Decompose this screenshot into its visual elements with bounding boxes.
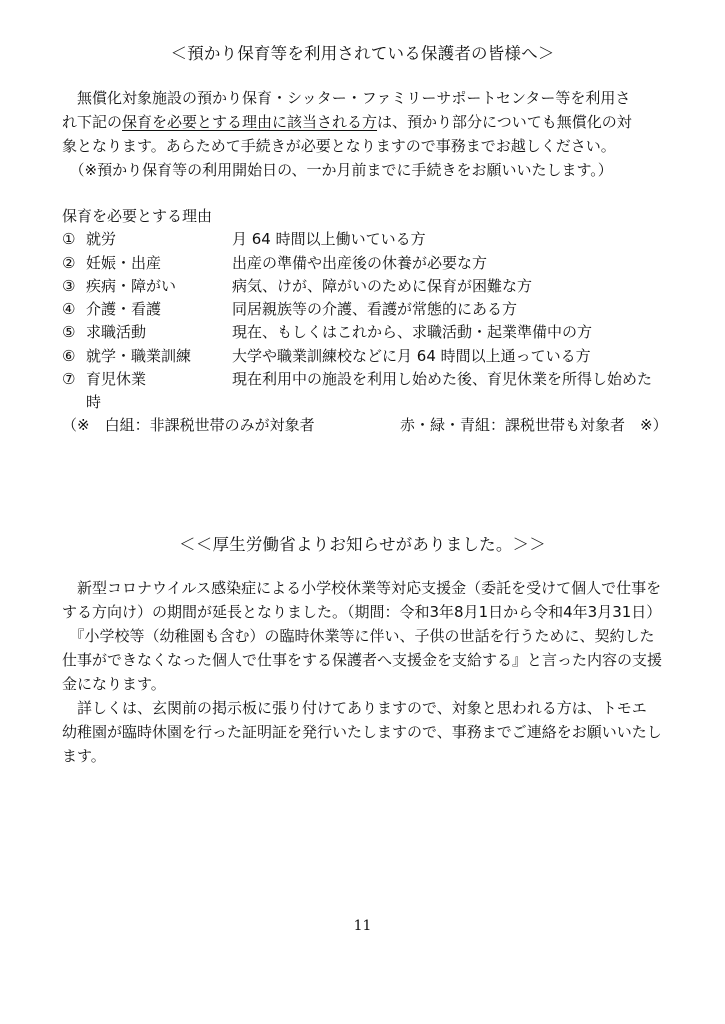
- list-item: [62, 321, 702, 344]
- intro-line-3: 象となります。あらためて手続きが必要となりますので事務までお越しください。: [62, 137, 616, 155]
- reason-number: ②: [62, 253, 76, 272]
- intro-underlined-phrase: 保育を必要とする理由に該当される方: [122, 113, 378, 131]
- section1-heading: ＜預かり保育等を利用されている保護者の皆様へ＞: [170, 44, 555, 63]
- reason-name: 介護・看護: [86, 300, 162, 319]
- reason-name: 妊娠・出産: [86, 253, 162, 272]
- reason-number: ④: [62, 300, 76, 319]
- section2-line-3: 『小学校等（幼稚園も含む）の臨時休業等に伴い、子供の世話を行うために、契約した: [62, 627, 655, 645]
- reason-number: ⑥: [62, 346, 76, 365]
- list-item: [62, 368, 702, 391]
- section2-line-7: 幼稚園が臨時休園を行った証明証を発行いたしますので、事務までご連絡をお願いいたし: [62, 723, 662, 741]
- reason-number: ⑦: [62, 370, 76, 389]
- section2-line-5: 金になります。: [62, 675, 166, 693]
- reason-description: 大学や職業訓練校などに月 64 時間以上通っている方: [232, 346, 591, 365]
- intro-line-4: （※預かり保育等の利用開始日の、一か月前までに手続きをお願いいたします。）: [62, 161, 613, 179]
- reason-name: 就学・職業訓練: [86, 346, 192, 365]
- intro-line-2-post: は、預かり部分についても無償化の対: [377, 113, 632, 131]
- reason-7-continuation: 時: [86, 393, 102, 412]
- section2-line-2: する方向け）の期間が延長となりました。（期間：令和3年8月1日から令和4年3月31日）: [62, 603, 662, 621]
- reason-name: 求職活動: [86, 323, 147, 342]
- note-right: 赤・緑・青組：課税世帯も対象者 ※）: [400, 416, 668, 434]
- reason-description: 出産の準備や出産後の休養が必要な方: [232, 253, 488, 272]
- list-item: [62, 252, 702, 275]
- reason-description: 月 64 時間以上働いている方: [232, 230, 426, 249]
- reason-description: 現在、もしくはこれから、求職活動・起業準備中の方: [232, 323, 593, 342]
- reasons-list: [62, 205, 702, 415]
- list-item-continuation: [62, 391, 702, 414]
- section2-line-8: ます。: [62, 747, 106, 765]
- section2-line-6: 詳しくは、玄関前の掲示板に張り付けてありますので、対象と思われる方は、トモエ: [62, 699, 647, 717]
- reason-number: ⑤: [62, 323, 76, 342]
- section2-line-1: 新型コロナウイルス感染症による小学校休業等対応支援金（委託を受けて個人で仕事を: [62, 579, 662, 597]
- intro-line-2: [62, 110, 692, 134]
- reason-number: ①: [62, 230, 76, 249]
- note-left: （※ 白組：非課税世帯のみが対象者: [62, 416, 315, 434]
- reason-number: ③: [62, 276, 76, 295]
- intro-line-2-pre: れ下記の: [62, 113, 123, 131]
- reason-description: 同居親族等の介護、看護が常態的にある方: [232, 300, 518, 319]
- list-item: [62, 345, 702, 368]
- reason-name: 育児休業: [86, 370, 147, 389]
- intro-line-1: 無償化対象施設の預かり保育・シッター・ファミリーサポートセンター等を利用さ: [62, 89, 631, 107]
- reason-description: 現在利用中の施設を利用し始めた後、育児休業を所得し始めた: [232, 370, 653, 389]
- list-item: [62, 275, 702, 298]
- section2-heading: ＜＜厚生労働省よりお知らせがありました。＞＞: [179, 535, 546, 554]
- list-item: [62, 228, 702, 251]
- reasons-title: 保育を必要とする理由: [62, 207, 213, 225]
- reason-description: 病気、けが、障がいのために保育が困難な方: [232, 276, 533, 295]
- section2-body: [62, 576, 692, 768]
- reason-name: 就労: [86, 230, 117, 249]
- section2-line-4: 仕事ができなくなった個人で仕事をする保護者へ支援金を支給する』と言った内容の支援: [62, 651, 663, 669]
- section1-intro: [62, 86, 692, 182]
- list-item: [62, 298, 702, 321]
- page-number: 11: [353, 918, 372, 934]
- reason-name: 疾病・障がい: [86, 276, 177, 295]
